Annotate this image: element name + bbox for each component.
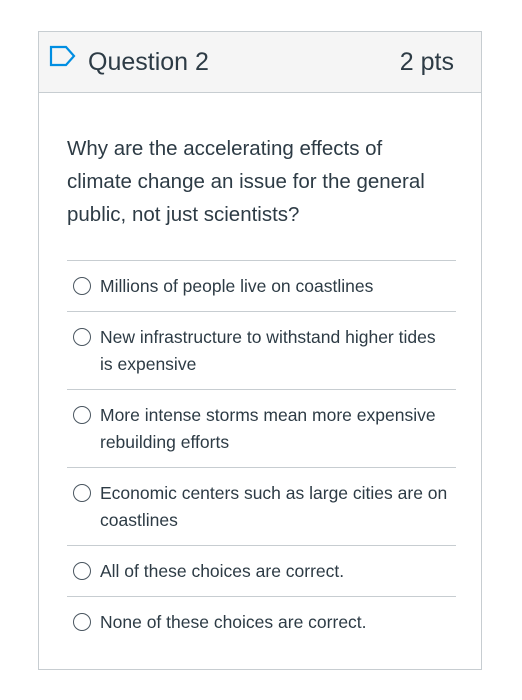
answer-label[interactable]: All of these choices are correct. bbox=[100, 561, 345, 581]
bookmark-flag-icon[interactable] bbox=[49, 45, 77, 67]
answer-option[interactable] bbox=[67, 260, 456, 311]
answer-label[interactable]: More intense storms mean more expensive rebuilding efforts bbox=[100, 405, 436, 452]
question-points: 2 pts bbox=[399, 48, 454, 76]
answer-option[interactable] bbox=[67, 311, 456, 389]
answer-label[interactable]: Economic centers such as large cities are on coastlines bbox=[100, 483, 448, 530]
question-title: Question 2 bbox=[88, 48, 209, 76]
question-header bbox=[39, 32, 481, 93]
answer-label[interactable]: Millions of people live on coastlines bbox=[100, 276, 374, 296]
radio-button[interactable] bbox=[73, 613, 91, 631]
radio-button[interactable] bbox=[73, 406, 91, 424]
answer-option[interactable] bbox=[67, 389, 456, 467]
radio-button[interactable] bbox=[73, 277, 91, 295]
radio-button[interactable] bbox=[73, 484, 91, 502]
question-card bbox=[38, 31, 482, 670]
answer-label[interactable]: New infrastructure to withstand higher tides is expensive bbox=[100, 327, 436, 374]
answer-list bbox=[67, 260, 456, 647]
question-text: Why are the accelerating effects of climate change an issue for the general public, not just scientists? bbox=[67, 137, 425, 226]
answer-label[interactable]: None of these choices are correct. bbox=[100, 612, 367, 632]
answer-option[interactable] bbox=[67, 545, 456, 596]
radio-button[interactable] bbox=[73, 562, 91, 580]
answer-option[interactable] bbox=[67, 596, 456, 647]
answer-option[interactable] bbox=[67, 467, 456, 545]
radio-button[interactable] bbox=[73, 328, 91, 346]
